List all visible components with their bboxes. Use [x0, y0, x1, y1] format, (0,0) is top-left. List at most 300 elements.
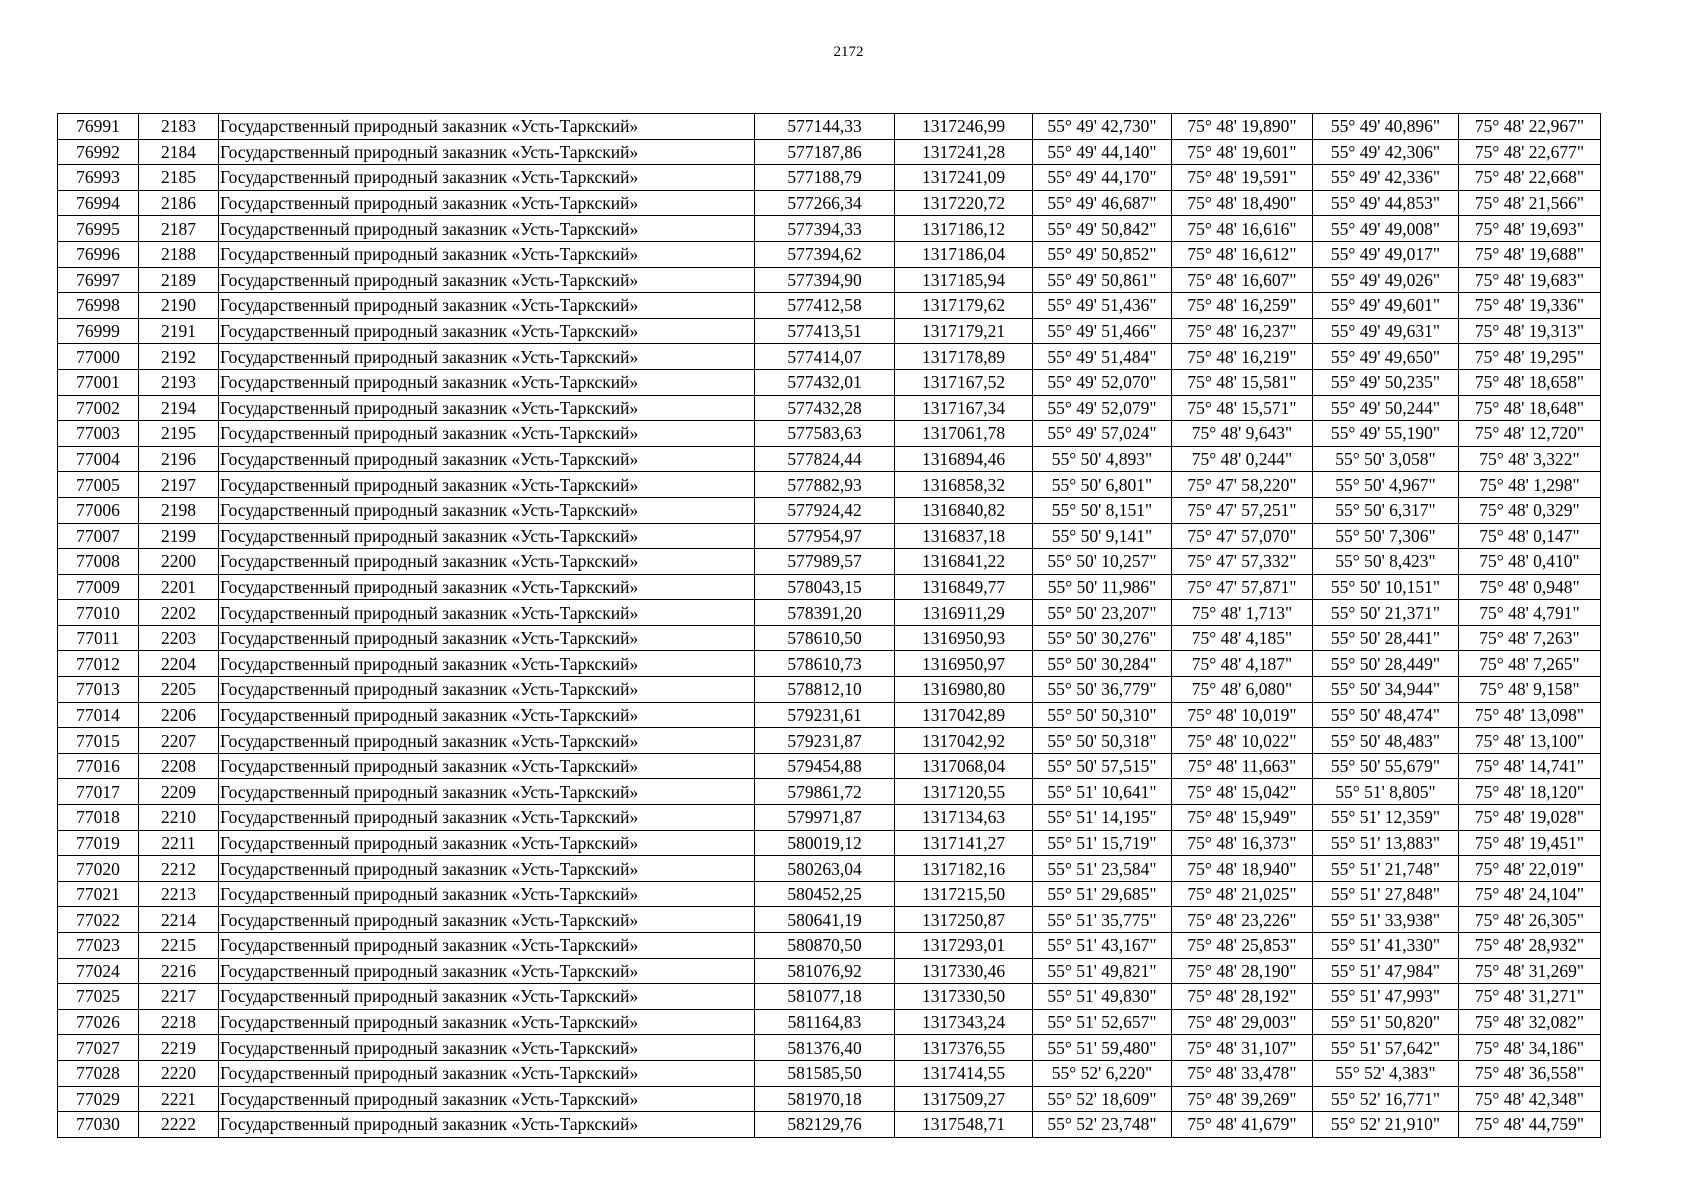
longitude-cell: 75° 48' 19,890" — [1172, 114, 1313, 140]
y-coordinate-cell: 1317061,78 — [895, 421, 1033, 447]
longitude-cell: 75° 47' 57,070" — [1172, 523, 1313, 549]
latitude-cell: 55° 49' 52,079" — [1033, 395, 1172, 421]
latitude-alt-cell: 55° 51' 33,938" — [1313, 907, 1459, 933]
latitude-cell: 55° 51' 59,480" — [1033, 1035, 1172, 1061]
object-name-cell: Государственный природный заказник «Усть-Таркский» — [219, 369, 755, 395]
latitude-cell: 55° 49' 50,861" — [1033, 267, 1172, 293]
point-number-cell: 2220 — [139, 1060, 219, 1086]
object-name-cell: Государственный природный заказник «Усть-Таркский» — [219, 907, 755, 933]
point-number-cell: 2216 — [139, 958, 219, 984]
y-coordinate-cell: 1317220,72 — [895, 190, 1033, 216]
latitude-alt-cell: 55° 52' 16,771" — [1313, 1086, 1459, 1112]
row-id-cell: 77021 — [58, 881, 139, 907]
object-name-cell: Государственный природный заказник «Усть-Таркский» — [219, 216, 755, 242]
latitude-alt-cell: 55° 50' 8,423" — [1313, 549, 1459, 575]
latitude-alt-cell: 55° 51' 41,330" — [1313, 933, 1459, 959]
longitude-cell: 75° 48' 16,612" — [1172, 241, 1313, 267]
latitude-alt-cell: 55° 50' 10,151" — [1313, 574, 1459, 600]
y-coordinate-cell: 1317042,89 — [895, 702, 1033, 728]
latitude-cell: 55° 50' 11,986" — [1033, 574, 1172, 600]
longitude-cell: 75° 47' 57,871" — [1172, 574, 1313, 600]
table-row — [58, 241, 1601, 267]
latitude-cell: 55° 52' 18,609" — [1033, 1086, 1172, 1112]
point-number-cell: 2187 — [139, 216, 219, 242]
longitude-alt-cell: 75° 48' 22,677" — [1459, 139, 1601, 165]
row-id-cell: 77008 — [58, 549, 139, 575]
latitude-alt-cell: 55° 51' 12,359" — [1313, 805, 1459, 831]
object-name-cell: Государственный природный заказник «Усть-Таркский» — [219, 446, 755, 472]
x-coordinate-cell: 577394,62 — [755, 241, 895, 267]
object-name-cell: Государственный природный заказник «Усть-Таркский» — [219, 677, 755, 703]
latitude-alt-cell: 55° 52' 4,383" — [1313, 1060, 1459, 1086]
latitude-cell: 55° 52' 6,220" — [1033, 1060, 1172, 1086]
row-id-cell: 76993 — [58, 165, 139, 191]
row-id-cell: 77029 — [58, 1086, 139, 1112]
latitude-alt-cell: 55° 50' 34,944" — [1313, 677, 1459, 703]
table-row — [58, 190, 1601, 216]
table-row — [58, 651, 1601, 677]
table-row — [58, 421, 1601, 447]
table-row — [58, 958, 1601, 984]
point-number-cell: 2207 — [139, 728, 219, 754]
point-number-cell: 2191 — [139, 318, 219, 344]
row-id-cell: 77022 — [58, 907, 139, 933]
latitude-alt-cell: 55° 51' 8,805" — [1313, 779, 1459, 805]
latitude-alt-cell: 55° 49' 50,235" — [1313, 369, 1459, 395]
latitude-alt-cell: 55° 50' 21,371" — [1313, 600, 1459, 626]
latitude-cell: 55° 50' 50,310" — [1033, 702, 1172, 728]
object-name-cell: Государственный природный заказник «Усть-Таркский» — [219, 139, 755, 165]
longitude-alt-cell: 75° 48' 7,263" — [1459, 625, 1601, 651]
x-coordinate-cell: 581376,40 — [755, 1035, 895, 1061]
table-row — [58, 805, 1601, 831]
object-name-cell: Государственный природный заказник «Усть-Таркский» — [219, 293, 755, 319]
table-row — [58, 728, 1601, 754]
y-coordinate-cell: 1317215,50 — [895, 881, 1033, 907]
y-coordinate-cell: 1317186,12 — [895, 216, 1033, 242]
x-coordinate-cell: 578610,50 — [755, 625, 895, 651]
point-number-cell: 2196 — [139, 446, 219, 472]
object-name-cell: Государственный природный заказник «Усть-Таркский» — [219, 958, 755, 984]
row-id-cell: 76995 — [58, 216, 139, 242]
x-coordinate-cell: 579861,72 — [755, 779, 895, 805]
latitude-alt-cell: 55° 51' 47,993" — [1313, 984, 1459, 1010]
x-coordinate-cell: 580263,04 — [755, 856, 895, 882]
latitude-alt-cell: 55° 49' 49,017" — [1313, 241, 1459, 267]
x-coordinate-cell: 581970,18 — [755, 1086, 895, 1112]
longitude-alt-cell: 75° 48' 44,759" — [1459, 1112, 1601, 1138]
longitude-alt-cell: 75° 48' 13,100" — [1459, 728, 1601, 754]
table-row — [58, 933, 1601, 959]
y-coordinate-cell: 1317134,63 — [895, 805, 1033, 831]
table-row — [58, 549, 1601, 575]
latitude-alt-cell: 55° 49' 44,853" — [1313, 190, 1459, 216]
coordinates-table — [57, 113, 1601, 1138]
latitude-alt-cell: 55° 50' 4,967" — [1313, 472, 1459, 498]
object-name-cell: Государственный природный заказник «Усть-Таркский» — [219, 549, 755, 575]
row-id-cell: 77024 — [58, 958, 139, 984]
table-row — [58, 881, 1601, 907]
y-coordinate-cell: 1317182,16 — [895, 856, 1033, 882]
x-coordinate-cell: 577583,63 — [755, 421, 895, 447]
point-number-cell: 2193 — [139, 369, 219, 395]
longitude-alt-cell: 75° 48' 31,269" — [1459, 958, 1601, 984]
table-row — [58, 779, 1601, 805]
row-id-cell: 76996 — [58, 241, 139, 267]
longitude-cell: 75° 48' 1,713" — [1172, 600, 1313, 626]
y-coordinate-cell: 1316950,97 — [895, 651, 1033, 677]
point-number-cell: 2215 — [139, 933, 219, 959]
row-id-cell: 76991 — [58, 114, 139, 140]
y-coordinate-cell: 1317376,55 — [895, 1035, 1033, 1061]
y-coordinate-cell: 1316950,93 — [895, 625, 1033, 651]
table-row — [58, 267, 1601, 293]
latitude-alt-cell: 55° 51' 57,642" — [1313, 1035, 1459, 1061]
x-coordinate-cell: 577394,33 — [755, 216, 895, 242]
row-id-cell: 77014 — [58, 702, 139, 728]
table-row — [58, 395, 1601, 421]
latitude-alt-cell: 55° 49' 49,650" — [1313, 344, 1459, 370]
table-row — [58, 984, 1601, 1010]
object-name-cell: Государственный природный заказник «Усть-Таркский» — [219, 881, 755, 907]
longitude-cell: 75° 48' 18,490" — [1172, 190, 1313, 216]
object-name-cell: Государственный природный заказник «Усть-Таркский» — [219, 856, 755, 882]
x-coordinate-cell: 577394,90 — [755, 267, 895, 293]
latitude-alt-cell: 55° 52' 21,910" — [1313, 1112, 1459, 1138]
object-name-cell: Государственный природный заказник «Усть-Таркский» — [219, 625, 755, 651]
table-row — [58, 702, 1601, 728]
row-id-cell: 77011 — [58, 625, 139, 651]
object-name-cell: Государственный природный заказник «Усть-Таркский» — [219, 753, 755, 779]
latitude-cell: 55° 49' 50,842" — [1033, 216, 1172, 242]
longitude-alt-cell: 75° 48' 19,683" — [1459, 267, 1601, 293]
point-number-cell: 2195 — [139, 421, 219, 447]
object-name-cell: Государственный природный заказник «Усть-Таркский» — [219, 702, 755, 728]
x-coordinate-cell: 580019,12 — [755, 830, 895, 856]
latitude-cell: 55° 51' 35,775" — [1033, 907, 1172, 933]
latitude-cell: 55° 51' 23,584" — [1033, 856, 1172, 882]
x-coordinate-cell: 581077,18 — [755, 984, 895, 1010]
y-coordinate-cell: 1317179,21 — [895, 318, 1033, 344]
longitude-cell: 75° 48' 15,042" — [1172, 779, 1313, 805]
longitude-cell: 75° 48' 29,003" — [1172, 1009, 1313, 1035]
x-coordinate-cell: 577954,97 — [755, 523, 895, 549]
latitude-alt-cell: 55° 49' 42,306" — [1313, 139, 1459, 165]
longitude-cell: 75° 47' 58,220" — [1172, 472, 1313, 498]
longitude-alt-cell: 75° 48' 14,741" — [1459, 753, 1601, 779]
latitude-cell: 55° 50' 23,207" — [1033, 600, 1172, 626]
table-row — [58, 523, 1601, 549]
row-id-cell: 77010 — [58, 600, 139, 626]
row-id-cell: 76992 — [58, 139, 139, 165]
point-number-cell: 2190 — [139, 293, 219, 319]
longitude-alt-cell: 75° 48' 26,305" — [1459, 907, 1601, 933]
y-coordinate-cell: 1317509,27 — [895, 1086, 1033, 1112]
y-coordinate-cell: 1317330,46 — [895, 958, 1033, 984]
latitude-cell: 55° 49' 51,466" — [1033, 318, 1172, 344]
table-row — [58, 856, 1601, 882]
latitude-alt-cell: 55° 50' 6,317" — [1313, 497, 1459, 523]
point-number-cell: 2200 — [139, 549, 219, 575]
y-coordinate-cell: 1316911,29 — [895, 600, 1033, 626]
latitude-cell: 55° 49' 46,687" — [1033, 190, 1172, 216]
table-row — [58, 216, 1601, 242]
longitude-cell: 75° 48' 4,187" — [1172, 651, 1313, 677]
point-number-cell: 2194 — [139, 395, 219, 421]
latitude-alt-cell: 55° 51' 50,820" — [1313, 1009, 1459, 1035]
row-id-cell: 77000 — [58, 344, 139, 370]
object-name-cell: Государственный природный заказник «Усть-Таркский» — [219, 395, 755, 421]
row-id-cell: 77006 — [58, 497, 139, 523]
y-coordinate-cell: 1317330,50 — [895, 984, 1033, 1010]
table-body — [58, 114, 1601, 1138]
longitude-alt-cell: 75° 48' 18,658" — [1459, 369, 1601, 395]
point-number-cell: 2221 — [139, 1086, 219, 1112]
latitude-cell: 55° 50' 4,893" — [1033, 446, 1172, 472]
object-name-cell: Государственный природный заказник «Усть-Таркский» — [219, 1086, 755, 1112]
point-number-cell: 2212 — [139, 856, 219, 882]
longitude-alt-cell: 75° 48' 4,791" — [1459, 600, 1601, 626]
latitude-alt-cell: 55° 49' 49,631" — [1313, 318, 1459, 344]
object-name-cell: Государственный природный заказник «Усть-Таркский» — [219, 267, 755, 293]
longitude-alt-cell: 75° 48' 24,104" — [1459, 881, 1601, 907]
object-name-cell: Государственный природный заказник «Усть-Таркский» — [219, 651, 755, 677]
y-coordinate-cell: 1317167,34 — [895, 395, 1033, 421]
latitude-alt-cell: 55° 51' 21,748" — [1313, 856, 1459, 882]
point-number-cell: 2219 — [139, 1035, 219, 1061]
x-coordinate-cell: 581164,83 — [755, 1009, 895, 1035]
latitude-cell: 55° 49' 52,070" — [1033, 369, 1172, 395]
latitude-alt-cell: 55° 51' 27,848" — [1313, 881, 1459, 907]
object-name-cell: Государственный природный заказник «Усть-Таркский» — [219, 318, 755, 344]
row-id-cell: 77003 — [58, 421, 139, 447]
table-row — [58, 472, 1601, 498]
longitude-cell: 75° 48' 16,607" — [1172, 267, 1313, 293]
table-row — [58, 1060, 1601, 1086]
longitude-alt-cell: 75° 48' 19,295" — [1459, 344, 1601, 370]
longitude-alt-cell: 75° 48' 22,019" — [1459, 856, 1601, 882]
table-row — [58, 446, 1601, 472]
latitude-cell: 55° 50' 30,284" — [1033, 651, 1172, 677]
x-coordinate-cell: 581585,50 — [755, 1060, 895, 1086]
table-row — [58, 753, 1601, 779]
x-coordinate-cell: 577882,93 — [755, 472, 895, 498]
longitude-alt-cell: 75° 48' 31,271" — [1459, 984, 1601, 1010]
latitude-cell: 55° 49' 42,730" — [1033, 114, 1172, 140]
longitude-cell: 75° 48' 21,025" — [1172, 881, 1313, 907]
y-coordinate-cell: 1317186,04 — [895, 241, 1033, 267]
latitude-cell: 55° 51' 49,830" — [1033, 984, 1172, 1010]
row-id-cell: 76994 — [58, 190, 139, 216]
y-coordinate-cell: 1317120,55 — [895, 779, 1033, 805]
longitude-cell: 75° 48' 16,219" — [1172, 344, 1313, 370]
longitude-alt-cell: 75° 48' 36,558" — [1459, 1060, 1601, 1086]
point-number-cell: 2189 — [139, 267, 219, 293]
object-name-cell: Государственный природный заказник «Усть-Таркский» — [219, 421, 755, 447]
x-coordinate-cell: 579971,87 — [755, 805, 895, 831]
longitude-cell: 75° 48' 16,237" — [1172, 318, 1313, 344]
row-id-cell: 77020 — [58, 856, 139, 882]
object-name-cell: Государственный природный заказник «Усть-Таркский» — [219, 114, 755, 140]
y-coordinate-cell: 1316980,80 — [895, 677, 1033, 703]
longitude-alt-cell: 75° 48' 18,648" — [1459, 395, 1601, 421]
row-id-cell: 77002 — [58, 395, 139, 421]
longitude-cell: 75° 48' 19,601" — [1172, 139, 1313, 165]
row-id-cell: 76999 — [58, 318, 139, 344]
y-coordinate-cell: 1317293,01 — [895, 933, 1033, 959]
longitude-cell: 75° 48' 10,019" — [1172, 702, 1313, 728]
row-id-cell: 77004 — [58, 446, 139, 472]
longitude-alt-cell: 75° 48' 9,158" — [1459, 677, 1601, 703]
x-coordinate-cell: 577824,44 — [755, 446, 895, 472]
table-row — [58, 139, 1601, 165]
latitude-alt-cell: 55° 49' 42,336" — [1313, 165, 1459, 191]
longitude-alt-cell: 75° 48' 7,265" — [1459, 651, 1601, 677]
point-number-cell: 2209 — [139, 779, 219, 805]
y-coordinate-cell: 1317414,55 — [895, 1060, 1033, 1086]
y-coordinate-cell: 1316858,32 — [895, 472, 1033, 498]
longitude-cell: 75° 48' 4,185" — [1172, 625, 1313, 651]
row-id-cell: 77023 — [58, 933, 139, 959]
longitude-alt-cell: 75° 48' 3,322" — [1459, 446, 1601, 472]
point-number-cell: 2203 — [139, 625, 219, 651]
point-number-cell: 2202 — [139, 600, 219, 626]
object-name-cell: Государственный природный заказник «Усть-Таркский» — [219, 1112, 755, 1138]
latitude-alt-cell: 55° 49' 40,896" — [1313, 114, 1459, 140]
table-row — [58, 574, 1601, 600]
longitude-alt-cell: 75° 48' 19,313" — [1459, 318, 1601, 344]
object-name-cell: Государственный природный заказник «Усть-Таркский» — [219, 497, 755, 523]
table-row — [58, 677, 1601, 703]
x-coordinate-cell: 578043,15 — [755, 574, 895, 600]
row-id-cell: 77025 — [58, 984, 139, 1010]
point-number-cell: 2211 — [139, 830, 219, 856]
x-coordinate-cell: 581076,92 — [755, 958, 895, 984]
latitude-cell: 55° 51' 52,657" — [1033, 1009, 1172, 1035]
latitude-cell: 55° 51' 15,719" — [1033, 830, 1172, 856]
point-number-cell: 2213 — [139, 881, 219, 907]
longitude-alt-cell: 75° 48' 19,336" — [1459, 293, 1601, 319]
longitude-alt-cell: 75° 48' 28,932" — [1459, 933, 1601, 959]
longitude-cell: 75° 48' 16,616" — [1172, 216, 1313, 242]
latitude-alt-cell: 55° 50' 48,474" — [1313, 702, 1459, 728]
row-id-cell: 77018 — [58, 805, 139, 831]
page-number: 2172 — [833, 44, 864, 60]
longitude-cell: 75° 48' 31,107" — [1172, 1035, 1313, 1061]
latitude-cell: 55° 51' 49,821" — [1033, 958, 1172, 984]
point-number-cell: 2197 — [139, 472, 219, 498]
latitude-cell: 55° 50' 57,515" — [1033, 753, 1172, 779]
y-coordinate-cell: 1317246,99 — [895, 114, 1033, 140]
point-number-cell: 2201 — [139, 574, 219, 600]
latitude-cell: 55° 50' 6,801" — [1033, 472, 1172, 498]
longitude-cell: 75° 48' 6,080" — [1172, 677, 1313, 703]
latitude-alt-cell: 55° 49' 50,244" — [1313, 395, 1459, 421]
y-coordinate-cell: 1317343,24 — [895, 1009, 1033, 1035]
object-name-cell: Государственный природный заказник «Усть-Таркский» — [219, 165, 755, 191]
x-coordinate-cell: 578391,20 — [755, 600, 895, 626]
longitude-cell: 75° 48' 11,663" — [1172, 753, 1313, 779]
object-name-cell: Государственный природный заказник «Усть-Таркский» — [219, 830, 755, 856]
longitude-alt-cell: 75° 48' 13,098" — [1459, 702, 1601, 728]
row-id-cell: 77019 — [58, 830, 139, 856]
latitude-alt-cell: 55° 51' 13,883" — [1313, 830, 1459, 856]
x-coordinate-cell: 579231,87 — [755, 728, 895, 754]
longitude-cell: 75° 48' 39,269" — [1172, 1086, 1313, 1112]
x-coordinate-cell: 577989,57 — [755, 549, 895, 575]
object-name-cell: Государственный природный заказник «Усть-Таркский» — [219, 728, 755, 754]
point-number-cell: 2204 — [139, 651, 219, 677]
longitude-cell: 75° 48' 15,581" — [1172, 369, 1313, 395]
latitude-alt-cell: 55° 50' 7,306" — [1313, 523, 1459, 549]
longitude-alt-cell: 75° 48' 19,451" — [1459, 830, 1601, 856]
longitude-alt-cell: 75° 48' 0,948" — [1459, 574, 1601, 600]
x-coordinate-cell: 580452,25 — [755, 881, 895, 907]
object-name-cell: Государственный природный заказник «Усть-Таркский» — [219, 1035, 755, 1061]
y-coordinate-cell: 1316837,18 — [895, 523, 1033, 549]
y-coordinate-cell: 1317185,94 — [895, 267, 1033, 293]
longitude-cell: 75° 47' 57,251" — [1172, 497, 1313, 523]
x-coordinate-cell: 577412,58 — [755, 293, 895, 319]
object-name-cell: Государственный природный заказник «Усть-Таркский» — [219, 984, 755, 1010]
table-row — [58, 293, 1601, 319]
latitude-alt-cell: 55° 50' 3,058" — [1313, 446, 1459, 472]
latitude-alt-cell: 55° 49' 49,008" — [1313, 216, 1459, 242]
row-id-cell: 77017 — [58, 779, 139, 805]
longitude-cell: 75° 47' 57,332" — [1172, 549, 1313, 575]
longitude-cell: 75° 48' 15,571" — [1172, 395, 1313, 421]
point-number-cell: 2217 — [139, 984, 219, 1010]
table-row — [58, 114, 1601, 140]
row-id-cell: 77015 — [58, 728, 139, 754]
row-id-cell: 77001 — [58, 369, 139, 395]
table-row — [58, 830, 1601, 856]
longitude-alt-cell: 75° 48' 0,329" — [1459, 497, 1601, 523]
longitude-alt-cell: 75° 48' 1,298" — [1459, 472, 1601, 498]
longitude-cell: 75° 48' 28,190" — [1172, 958, 1313, 984]
x-coordinate-cell: 582129,76 — [755, 1112, 895, 1138]
longitude-alt-cell: 75° 48' 18,120" — [1459, 779, 1601, 805]
latitude-cell: 55° 50' 30,276" — [1033, 625, 1172, 651]
table-row — [58, 907, 1601, 933]
longitude-alt-cell: 75° 48' 42,348" — [1459, 1086, 1601, 1112]
latitude-alt-cell: 55° 51' 47,984" — [1313, 958, 1459, 984]
point-number-cell: 2210 — [139, 805, 219, 831]
x-coordinate-cell: 577413,51 — [755, 318, 895, 344]
y-coordinate-cell: 1317241,09 — [895, 165, 1033, 191]
y-coordinate-cell: 1317178,89 — [895, 344, 1033, 370]
y-coordinate-cell: 1317167,52 — [895, 369, 1033, 395]
x-coordinate-cell: 577432,01 — [755, 369, 895, 395]
y-coordinate-cell: 1316849,77 — [895, 574, 1033, 600]
object-name-cell: Государственный природный заказник «Усть-Таркский» — [219, 344, 755, 370]
object-name-cell: Государственный природный заказник «Усть-Таркский» — [219, 574, 755, 600]
y-coordinate-cell: 1316841,22 — [895, 549, 1033, 575]
table-row — [58, 625, 1601, 651]
row-id-cell: 77012 — [58, 651, 139, 677]
object-name-cell: Государственный природный заказник «Усть-Таркский» — [219, 241, 755, 267]
x-coordinate-cell: 579454,88 — [755, 753, 895, 779]
object-name-cell: Государственный природный заказник «Усть-Таркский» — [219, 472, 755, 498]
latitude-cell: 55° 51' 43,167" — [1033, 933, 1172, 959]
object-name-cell: Государственный природный заказник «Усть-Таркский» — [219, 933, 755, 959]
row-id-cell: 77007 — [58, 523, 139, 549]
table-row — [58, 369, 1601, 395]
y-coordinate-cell: 1317141,27 — [895, 830, 1033, 856]
longitude-alt-cell: 75° 48' 22,967" — [1459, 114, 1601, 140]
table-row — [58, 1009, 1601, 1035]
object-name-cell: Государственный природный заказник «Усть-Таркский» — [219, 600, 755, 626]
